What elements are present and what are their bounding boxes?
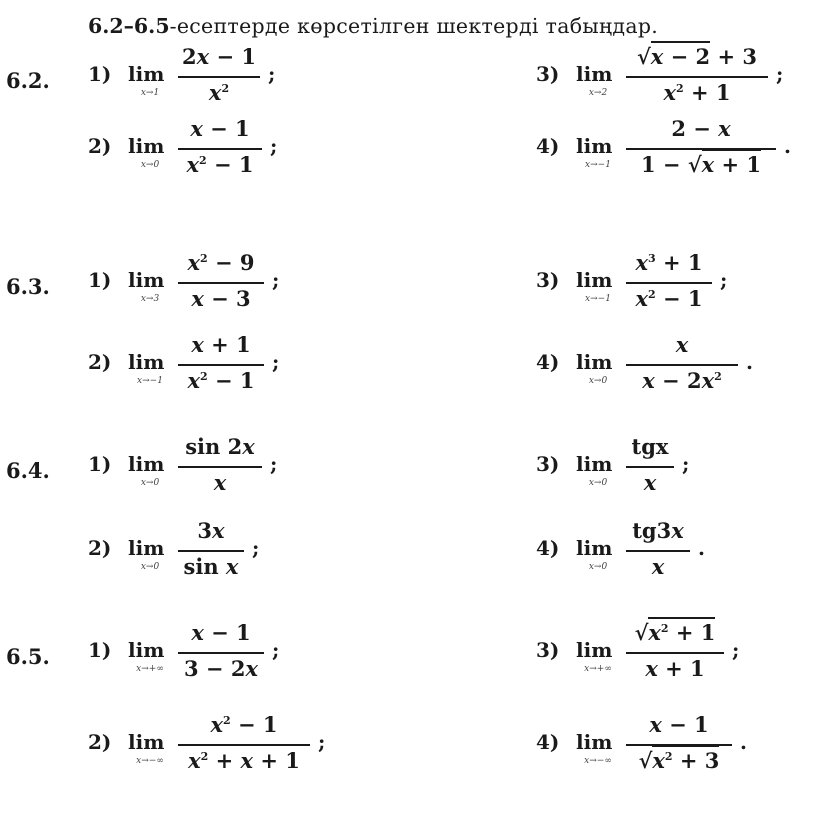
limit-subscript: x→0 bbox=[588, 478, 608, 488]
numerator: x bbox=[675, 332, 689, 357]
denominator: sin x bbox=[183, 554, 239, 579]
punctuation: ; bbox=[776, 62, 784, 86]
punctuation: . bbox=[746, 350, 753, 374]
limit-subscript: x→0 bbox=[140, 160, 160, 170]
numerator: sin 2x bbox=[185, 434, 255, 459]
exercise-index: 3) bbox=[536, 62, 560, 86]
punctuation: ; bbox=[682, 452, 690, 476]
denominator: x bbox=[643, 470, 657, 495]
limit-subscript: x→0 bbox=[588, 376, 608, 386]
limit-operator: lim bbox=[128, 134, 165, 158]
limit-subscript: x→−∞ bbox=[136, 756, 164, 766]
header-range: 6.2–6.5 bbox=[88, 14, 170, 38]
limit-operator: lim bbox=[128, 268, 165, 292]
exercise-index: 4) bbox=[536, 350, 560, 374]
limit-operator: lim bbox=[576, 134, 613, 158]
denominator: x − 3 bbox=[191, 286, 251, 311]
limit-subscript: x→+∞ bbox=[584, 664, 612, 674]
punctuation: ; bbox=[732, 638, 740, 662]
problem-number: 6.3. bbox=[6, 274, 50, 299]
punctuation: ; bbox=[270, 134, 278, 158]
fraction-bar bbox=[178, 76, 260, 78]
numerator: $√x^2 + 1$ bbox=[626, 620, 724, 645]
punctuation: ; bbox=[252, 536, 260, 560]
fraction-bar bbox=[626, 364, 738, 366]
numerator: √x − 2 + 3 bbox=[626, 44, 768, 69]
denominator: $x^2 - 1$ bbox=[187, 368, 255, 393]
exercise-index: 2) bbox=[88, 350, 112, 374]
limit-subscript: x→1 bbox=[140, 88, 160, 98]
problem-number: 6.5. bbox=[6, 644, 50, 669]
limit-subscript: x→−1 bbox=[137, 376, 163, 386]
fraction-bar bbox=[626, 466, 674, 468]
punctuation: ; bbox=[268, 62, 276, 86]
exercise-index: 1) bbox=[88, 268, 112, 292]
limit-operator: lim bbox=[576, 350, 613, 374]
exercise-index: 4) bbox=[536, 536, 560, 560]
denominator: x bbox=[651, 554, 665, 579]
numerator: x + 1 bbox=[191, 332, 251, 357]
problem-number: 6.4. bbox=[6, 458, 50, 483]
numerator: 2x − 1 bbox=[182, 44, 256, 69]
fraction-bar bbox=[178, 744, 310, 746]
exercise-index: 4) bbox=[536, 134, 560, 158]
limit-operator: lim bbox=[576, 62, 613, 86]
punctuation: ; bbox=[318, 730, 326, 754]
header-text: -есептерде көрсетілген шектерді табыңдар. bbox=[169, 14, 659, 38]
denominator: 1 − √x + 1 bbox=[626, 152, 776, 177]
limit-operator: lim bbox=[128, 62, 165, 86]
exercise-index: 3) bbox=[536, 638, 560, 662]
numerator: $x^3 + 1$ bbox=[635, 250, 703, 275]
numerator: tgx bbox=[631, 434, 669, 459]
limit-operator: lim bbox=[576, 268, 613, 292]
punctuation: ; bbox=[272, 350, 280, 374]
limit-operator: lim bbox=[576, 536, 613, 560]
limit-operator: lim bbox=[128, 350, 165, 374]
exercise-index: 3) bbox=[536, 452, 560, 476]
limit-subscript: x→0 bbox=[588, 562, 608, 572]
punctuation: ; bbox=[720, 268, 728, 292]
exercise-index: 1) bbox=[88, 62, 112, 86]
fraction-bar bbox=[178, 550, 244, 552]
denominator: $x^2 + x + 1$ bbox=[188, 748, 300, 773]
limit-operator: lim bbox=[128, 452, 165, 476]
limit-operator: lim bbox=[576, 452, 613, 476]
numerator: $x^2 - 9$ bbox=[187, 250, 255, 275]
numerator: x − 1 bbox=[190, 116, 250, 141]
limit-subscript: x→3 bbox=[140, 294, 160, 304]
page-title bbox=[88, 14, 658, 38]
problem-number: 6.2. bbox=[6, 68, 50, 93]
denominator: x + 1 bbox=[645, 656, 705, 681]
limit-subscript: x→+∞ bbox=[136, 664, 164, 674]
denominator: $x^2 + 1$ bbox=[663, 80, 731, 105]
exercise-index: 4) bbox=[536, 730, 560, 754]
limit-subscript: x→0 bbox=[140, 478, 160, 488]
denominator: $x^2 - 1$ bbox=[186, 152, 254, 177]
denominator: $√x^2 + 3$ bbox=[626, 748, 732, 773]
denominator: $x^2 - 1$ bbox=[635, 286, 703, 311]
fraction-bar bbox=[178, 652, 264, 654]
fraction-bar bbox=[626, 550, 690, 552]
numerator: x − 1 bbox=[191, 620, 251, 645]
limit-subscript: x→−∞ bbox=[584, 756, 612, 766]
exercise-index: 1) bbox=[88, 452, 112, 476]
fraction-bar bbox=[178, 466, 262, 468]
limit-subscript: x→−1 bbox=[585, 294, 611, 304]
fraction-bar bbox=[626, 652, 724, 654]
exercise-index: 2) bbox=[88, 134, 112, 158]
limit-operator: lim bbox=[128, 730, 165, 754]
exercise-index: 2) bbox=[88, 536, 112, 560]
fraction-bar bbox=[178, 282, 264, 284]
punctuation: . bbox=[698, 536, 705, 560]
fraction-bar bbox=[178, 148, 262, 150]
limit-subscript: x→−1 bbox=[585, 160, 611, 170]
numerator: 2 − x bbox=[671, 116, 731, 141]
denominator: x bbox=[213, 470, 227, 495]
denominator: $x - 2x^2$ bbox=[642, 368, 722, 393]
punctuation: . bbox=[784, 134, 791, 158]
denominator: 3 − 2x bbox=[184, 656, 258, 681]
punctuation: ; bbox=[272, 268, 280, 292]
limit-subscript: x→0 bbox=[140, 562, 160, 572]
exercise-index: 1) bbox=[88, 638, 112, 662]
exercise-index: 3) bbox=[536, 268, 560, 292]
limit-operator: lim bbox=[576, 730, 613, 754]
denominator: $x^2$ bbox=[208, 80, 230, 105]
fraction-bar bbox=[626, 282, 712, 284]
limit-subscript: x→2 bbox=[588, 88, 608, 98]
fraction-bar bbox=[626, 76, 768, 78]
punctuation: . bbox=[740, 730, 747, 754]
exercise-index: 2) bbox=[88, 730, 112, 754]
numerator: tg3x bbox=[632, 518, 684, 543]
numerator: 3x bbox=[197, 518, 225, 543]
limit-operator: lim bbox=[128, 638, 165, 662]
punctuation: ; bbox=[270, 452, 278, 476]
limit-operator: lim bbox=[128, 536, 165, 560]
numerator: x − 1 bbox=[649, 712, 709, 737]
limit-operator: lim bbox=[576, 638, 613, 662]
punctuation: ; bbox=[272, 638, 280, 662]
numerator: $x^2 - 1$ bbox=[210, 712, 278, 737]
fraction-bar bbox=[178, 364, 264, 366]
